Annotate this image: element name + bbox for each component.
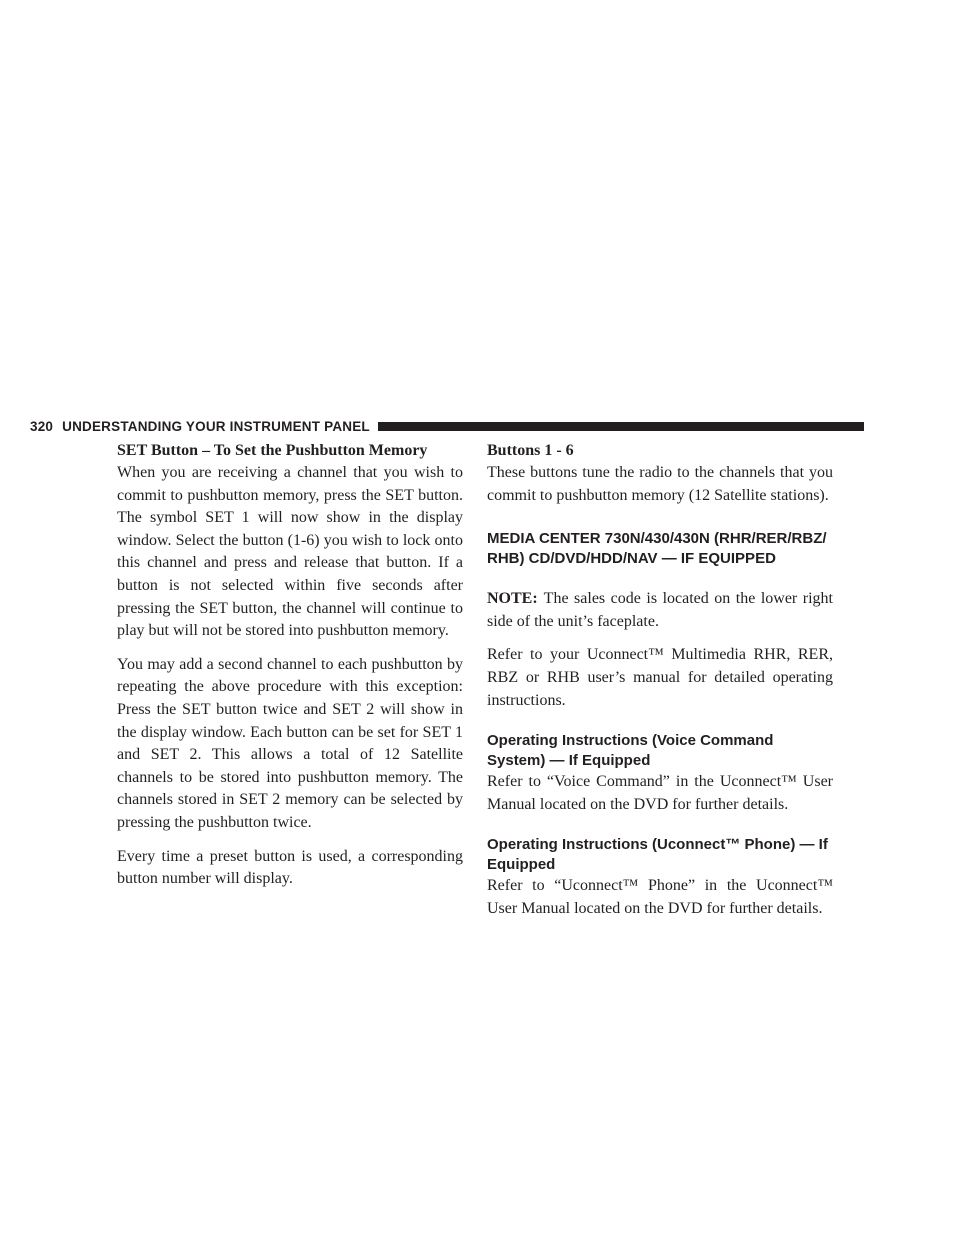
set-button-paragraph-2: You may add a second channel to each pushbutton by repeating the above procedure with this exception: Press the SET button twice and SET 2 will show in the display window. Each button can be set for SET 1 and SET 2. This allows a total of 12 Satellite channels to be stored into pushbutton memory. The channels stored in SET 2 memory can be selected by pressing the pushbutton twice. (117, 655, 463, 831)
media-center-heading: MEDIA CENTER 730N/430/430N (RHR/RER/RBZ/ RHB) CD/DVD/HDD/NAV — IF EQUIPPED (487, 530, 827, 568)
header-rule (378, 422, 864, 431)
voice-command-heading: Operating Instructions (Voice Command System) — If Equipped (487, 732, 774, 770)
buttons-paragraph: These buttons tune the radio to the channels that you commit to pushbutton memory (12 Satellite stations). (487, 464, 833, 504)
note-text: The sales code is located on the lower right side of the unit’s faceplate. (487, 590, 833, 630)
page-header (30, 416, 864, 436)
voice-command-paragraph: Refer to “Voice Command” in the Uconnect™ User Manual located on the DVD for further details. (487, 773, 833, 813)
uconnect-phone-paragraph: Refer to “Uconnect™ Phone” in the Uconnect™ User Manual located on the DVD for further details. (487, 877, 833, 917)
refer-paragraph: Refer to your Uconnect™ Multimedia RHR, RER, RBZ or RHB user’s manual for detailed operating instructions. (487, 646, 833, 709)
set-button-paragraph-3: Every time a preset button is used, a corresponding button number will display. (117, 847, 463, 888)
page-number: 320 (30, 418, 54, 434)
note-paragraph (487, 588, 833, 633)
note-label: NOTE: (487, 590, 538, 608)
section-title: UNDERSTANDING YOUR INSTRUMENT PANEL (62, 418, 370, 434)
uconnect-phone-heading: Operating Instructions (Uconnect™ Phone) — If Equipped (487, 836, 828, 874)
set-button-heading: SET Button – To Set the Pushbutton Memory (117, 442, 428, 459)
buttons-heading: Buttons 1 - 6 (487, 442, 574, 459)
right-column (487, 440, 833, 921)
set-button-paragraph-1: When you are receiving a channel that you wish to commit to pushbutton memory, press the SET button. The symbol SET 1 will now show in the display window. Select the button (1-6) you wish to lock onto this channel and press and release that button. If a button is not selected within five seconds after pressing the SET button, the channel will continue to play but will not be stored into pushbutton memory. (117, 464, 463, 640)
left-column (117, 440, 463, 891)
